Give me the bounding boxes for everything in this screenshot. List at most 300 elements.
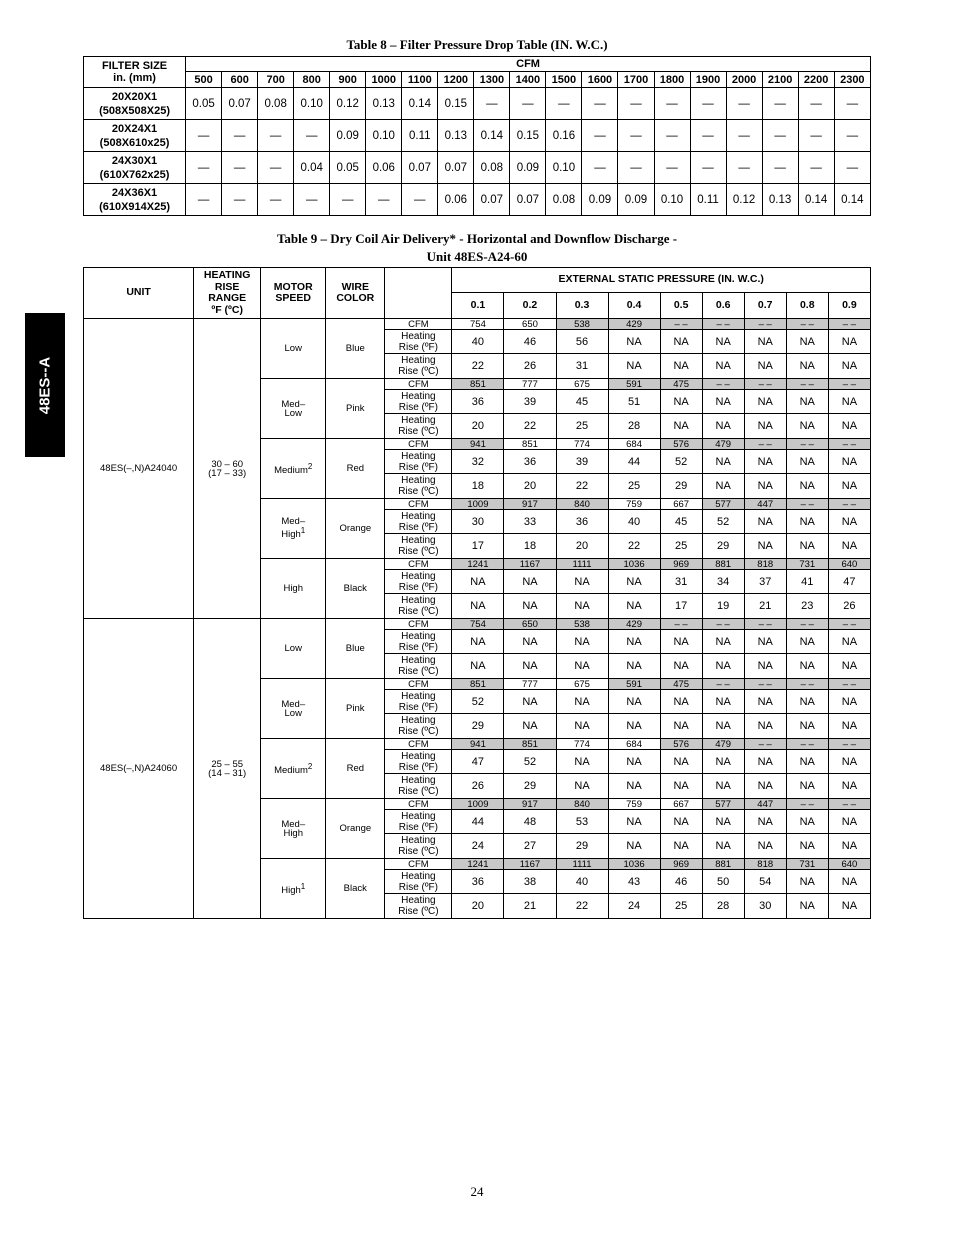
heating-rise-c-value: NA xyxy=(660,774,702,799)
esp-value-header: 0.3 xyxy=(556,293,608,319)
cfm-value: – – xyxy=(786,379,828,390)
cfm-label: CFM xyxy=(385,439,452,450)
pressure-drop-cell: 0.08 xyxy=(474,152,510,184)
motor-speed-text: High xyxy=(283,583,303,594)
heating-rise-c-value: 27 xyxy=(504,834,556,859)
heating-rise-f-value: NA xyxy=(744,810,786,834)
heating-rise-c-value: NA xyxy=(744,834,786,859)
cfm-value-header: 2100 xyxy=(762,72,798,88)
pressure-drop-cell: 0.13 xyxy=(366,88,402,120)
heating-rise-f-label-line: Rise (ºF) xyxy=(398,401,438,413)
heating-rise-c-value: NA xyxy=(702,414,744,439)
cfm-value-header: 1900 xyxy=(690,72,726,88)
cfm-value: 754 xyxy=(452,319,504,330)
motor-speed xyxy=(261,859,326,919)
pressure-drop-cell: 0.04 xyxy=(294,152,330,184)
motor-speed xyxy=(261,499,326,559)
heating-rise-f-value: 46 xyxy=(504,330,556,354)
pressure-drop-cell: — xyxy=(762,152,798,184)
heating-rise-f-value: NA xyxy=(786,870,828,894)
cfm-value: 1036 xyxy=(608,559,660,570)
side-section-tab xyxy=(25,313,65,457)
heating-rise-f-value: NA xyxy=(608,810,660,834)
cfm-value: – – xyxy=(702,619,744,630)
heating-rise-f-label xyxy=(385,570,452,594)
pressure-drop-cell: — xyxy=(798,120,834,152)
cfm-value: 1111 xyxy=(556,859,608,870)
cfm-value: 479 xyxy=(702,439,744,450)
heating-rise-f-label-line: Heating xyxy=(401,630,436,642)
heating-rise-c-value: NA xyxy=(452,594,504,619)
cfm-value: 851 xyxy=(504,439,556,450)
pressure-drop-cell: — xyxy=(258,120,294,152)
pressure-drop-cell: — xyxy=(798,88,834,120)
heating-rise-f-label xyxy=(385,450,452,474)
cfm-value: 731 xyxy=(786,859,828,870)
heating-rise-range xyxy=(194,619,261,919)
motor-speed-text: Medium xyxy=(274,765,308,777)
heating-rise-c-label xyxy=(385,534,452,559)
heating-rise-c-value: NA xyxy=(828,474,870,499)
heating-rise-f-label xyxy=(385,630,452,654)
pressure-drop-cell: — xyxy=(618,120,654,152)
heating-rise-c-label xyxy=(385,774,452,799)
pressure-drop-cell: 0.14 xyxy=(834,184,870,216)
heating-rise-f-value: 52 xyxy=(702,510,744,534)
motor-speed xyxy=(261,379,326,439)
esp-value-header: 0.4 xyxy=(608,293,660,319)
heating-rise-f-value: 40 xyxy=(452,330,504,354)
heating-rise-c-label-line: Heating xyxy=(401,595,436,606)
heating-rise-f-value: NA xyxy=(702,630,744,654)
heating-rise-f-value: 31 xyxy=(660,570,702,594)
cfm-value: 429 xyxy=(608,319,660,330)
cfm-value: – – xyxy=(744,679,786,690)
heating-rise-f-value: NA xyxy=(786,630,828,654)
heating-rise-f-value: 36 xyxy=(452,870,504,894)
heating-rise-f-value: NA xyxy=(828,810,870,834)
heating-rise-f-value: 33 xyxy=(504,510,556,534)
filter-pressure-drop-table xyxy=(83,56,871,216)
cfm-value: 1167 xyxy=(504,859,556,870)
heating-rise-f-value: NA xyxy=(608,570,660,594)
heating-rise-c-value: NA xyxy=(556,654,608,679)
heating-rise-f-value: NA xyxy=(660,330,702,354)
heating-rise-range-line: 25 – 55 xyxy=(211,758,244,770)
heating-rise-c-value: 18 xyxy=(452,474,504,499)
heating-rise-c-value: 30 xyxy=(744,894,786,919)
cfm-value-header: 1200 xyxy=(438,72,474,88)
heating-rise-f-value: 45 xyxy=(556,390,608,414)
pressure-drop-cell: 0.05 xyxy=(186,88,222,120)
pressure-drop-cell: — xyxy=(798,152,834,184)
cfm-value: – – xyxy=(828,439,870,450)
heating-rise-c-value: NA xyxy=(702,774,744,799)
heating-rise-range-line: (14 – 31) xyxy=(208,767,247,779)
pressure-drop-cell: 0.09 xyxy=(582,184,618,216)
filter-size-header xyxy=(84,57,186,88)
heating-rise-f-value: 51 xyxy=(608,390,660,414)
cfm-value: 1167 xyxy=(504,559,556,570)
heating-rise-c-label-line: Rise (ºC) xyxy=(398,546,439,557)
motor-speed xyxy=(261,319,326,379)
pressure-drop-cell: — xyxy=(510,88,546,120)
heating-rise-f-value: NA xyxy=(452,570,504,594)
heating-rise-f-value: NA xyxy=(702,690,744,714)
cfm-value: 667 xyxy=(660,499,702,510)
heating-rise-c-value: NA xyxy=(660,414,702,439)
cfm-value: 576 xyxy=(660,739,702,750)
footnote-marker: 1 xyxy=(300,881,306,891)
cfm-value: – – xyxy=(702,679,744,690)
cfm-value: 475 xyxy=(660,379,702,390)
heating-rise-c-value: 19 xyxy=(702,594,744,619)
pressure-drop-cell: 0.09 xyxy=(510,152,546,184)
heating-rise-range-header-line: HEATING xyxy=(203,269,251,281)
heating-rise-f-value: NA xyxy=(660,750,702,774)
pressure-drop-cell: 0.07 xyxy=(402,152,438,184)
heating-rise-range-header-line: ºF (ºC) xyxy=(211,303,243,316)
cfm-value-header: 2300 xyxy=(834,72,870,88)
filter-size-mm: (508X508X25) xyxy=(99,104,171,117)
pressure-drop-cell: 0.07 xyxy=(474,184,510,216)
pressure-drop-cell: — xyxy=(474,88,510,120)
cfm-value: 774 xyxy=(556,439,608,450)
heating-rise-c-value: 24 xyxy=(452,834,504,859)
heating-rise-f-value: NA xyxy=(504,630,556,654)
heating-rise-f-label-line: Heating xyxy=(401,450,436,462)
cfm-value: 777 xyxy=(504,679,556,690)
motor-speed-text: Med– xyxy=(281,398,306,410)
heating-rise-f-label-line: Rise (ºF) xyxy=(398,461,438,473)
heating-rise-f-value: NA xyxy=(744,450,786,474)
pressure-drop-cell: 0.12 xyxy=(330,88,366,120)
motor-speed xyxy=(261,559,326,619)
heating-rise-f-value: 56 xyxy=(556,330,608,354)
heating-rise-c-value: NA xyxy=(504,714,556,739)
cfm-value-header: 600 xyxy=(222,72,258,88)
heating-rise-c-value: NA xyxy=(744,474,786,499)
heating-rise-c-value: NA xyxy=(786,654,828,679)
cfm-value: 851 xyxy=(452,379,504,390)
heating-rise-f-value: 39 xyxy=(504,390,556,414)
heating-rise-c-value: 20 xyxy=(504,474,556,499)
unit-name: 48ES(–,N)A24060 xyxy=(84,619,194,919)
heating-rise-c-label xyxy=(385,834,452,859)
heating-rise-c-value: NA xyxy=(828,414,870,439)
heating-rise-f-label xyxy=(385,690,452,714)
heating-rise-c-value: NA xyxy=(660,834,702,859)
page-number: 24 xyxy=(470,1184,484,1199)
cfm-value: 591 xyxy=(608,679,660,690)
heating-rise-f-label-line: Rise (ºF) xyxy=(398,761,438,773)
cfm-value: – – xyxy=(828,319,870,330)
heating-rise-c-label-line: Heating xyxy=(401,535,436,546)
cfm-value: – – xyxy=(744,619,786,630)
heating-rise-f-value: NA xyxy=(828,690,870,714)
wire-color: Black xyxy=(326,559,385,619)
cfm-value: 1111 xyxy=(556,559,608,570)
heating-rise-f-value: NA xyxy=(786,810,828,834)
heating-rise-f-value: NA xyxy=(786,510,828,534)
heating-rise-f-label-line: Heating xyxy=(401,750,436,762)
heating-rise-c-value: NA xyxy=(744,714,786,739)
cfm-value: – – xyxy=(786,799,828,810)
cfm-value: 818 xyxy=(744,859,786,870)
heating-rise-f-label-line: Heating xyxy=(401,330,436,342)
heating-rise-f-value: 36 xyxy=(504,450,556,474)
pressure-drop-cell: — xyxy=(294,184,330,216)
pressure-drop-cell: — xyxy=(618,88,654,120)
esp-value-header: 0.8 xyxy=(786,293,828,319)
heating-rise-c-value: NA xyxy=(744,774,786,799)
filter-row xyxy=(84,152,871,184)
heating-rise-c-value: 29 xyxy=(556,834,608,859)
heating-rise-f-value: NA xyxy=(660,810,702,834)
heating-rise-range-line: (17 – 33) xyxy=(208,467,247,479)
pressure-drop-cell: 0.15 xyxy=(438,88,474,120)
heating-rise-c-value: NA xyxy=(504,594,556,619)
cfm-value: – – xyxy=(786,679,828,690)
heating-rise-c-value: 26 xyxy=(504,354,556,379)
heating-rise-c-value: NA xyxy=(786,474,828,499)
pressure-drop-cell: 0.05 xyxy=(330,152,366,184)
cfm-label: CFM xyxy=(385,379,452,390)
cfm-value: – – xyxy=(660,619,702,630)
pressure-drop-cell: — xyxy=(582,152,618,184)
wire-color: Blue xyxy=(326,619,385,679)
heating-rise-f-value: 36 xyxy=(452,390,504,414)
heating-rise-c-label-line: Rise (ºC) xyxy=(398,486,439,497)
filter-size-cell xyxy=(84,152,186,184)
heating-rise-f-label-line: Heating xyxy=(401,570,436,582)
heating-rise-c-value: NA xyxy=(504,654,556,679)
heating-rise-f-value: NA xyxy=(660,630,702,654)
heating-rise-f-value: 40 xyxy=(556,870,608,894)
heating-rise-c-value: NA xyxy=(828,654,870,679)
heating-rise-c-label-line: Rise (ºC) xyxy=(398,846,439,857)
motor-speed-header-line: MOTOR xyxy=(273,280,313,293)
cfm-value-header: 1500 xyxy=(546,72,582,88)
heating-rise-c-label-line: Heating xyxy=(401,355,436,366)
pressure-drop-cell: 0.08 xyxy=(258,88,294,120)
motor-speed xyxy=(261,439,326,499)
pressure-drop-cell: 0.14 xyxy=(402,88,438,120)
pressure-drop-cell: — xyxy=(186,152,222,184)
pressure-drop-cell: — xyxy=(222,152,258,184)
pressure-drop-cell: — xyxy=(258,184,294,216)
cfm-value: 479 xyxy=(702,739,744,750)
heating-rise-c-value: NA xyxy=(702,714,744,739)
dry-coil-air-delivery-table xyxy=(83,267,871,919)
pressure-drop-cell: 0.10 xyxy=(366,120,402,152)
heating-rise-c-label-line: Rise (ºC) xyxy=(398,786,439,797)
heating-rise-f-label-line: Rise (ºF) xyxy=(398,881,438,893)
heating-rise-f-value: NA xyxy=(556,630,608,654)
heating-rise-f-value: NA xyxy=(744,690,786,714)
cfm-value-header: 1000 xyxy=(366,72,402,88)
heating-rise-c-label-line: Heating xyxy=(401,895,436,906)
cfm-value: – – xyxy=(744,439,786,450)
pressure-drop-cell: 0.15 xyxy=(510,120,546,152)
cfm-value: 650 xyxy=(504,619,556,630)
pressure-drop-cell: 0.07 xyxy=(438,152,474,184)
heating-rise-f-value: 39 xyxy=(556,450,608,474)
pressure-drop-cell: — xyxy=(186,184,222,216)
heating-rise-f-value: NA xyxy=(556,750,608,774)
heating-rise-c-value: NA xyxy=(744,414,786,439)
filter-row xyxy=(84,88,871,120)
pressure-drop-cell: — xyxy=(690,152,726,184)
cfm-value: 640 xyxy=(828,559,870,570)
heating-rise-c-value: 18 xyxy=(504,534,556,559)
cfm-label: CFM xyxy=(385,799,452,810)
heating-rise-f-label-line: Heating xyxy=(401,870,436,882)
heating-rise-f-value: 47 xyxy=(452,750,504,774)
motor-speed-header xyxy=(261,268,326,319)
heating-rise-f-value: NA xyxy=(786,330,828,354)
heating-rise-c-value: 28 xyxy=(702,894,744,919)
heating-rise-f-label xyxy=(385,810,452,834)
pressure-drop-cell: — xyxy=(402,184,438,216)
heating-rise-f-value: NA xyxy=(786,750,828,774)
cfm-value: 759 xyxy=(608,499,660,510)
cfm-value: 851 xyxy=(504,739,556,750)
cfm-value-header: 1300 xyxy=(474,72,510,88)
wire-color-header-line: WIRE xyxy=(341,280,369,293)
heating-rise-f-value: NA xyxy=(744,630,786,654)
filter-size: 20X24X1 xyxy=(111,122,158,135)
heating-rise-c-value: NA xyxy=(702,654,744,679)
motor-speed-text: Medium xyxy=(274,465,308,477)
filter-size: 20X20X1 xyxy=(111,90,158,103)
heating-rise-f-label-line: Heating xyxy=(401,510,436,522)
cfm-value: 840 xyxy=(556,499,608,510)
cfm-label: CFM xyxy=(385,319,452,330)
heating-rise-c-label xyxy=(385,714,452,739)
heating-rise-c-value: NA xyxy=(828,714,870,739)
cfm-value: 684 xyxy=(608,439,660,450)
cfm-value: 447 xyxy=(744,499,786,510)
cfm-value: – – xyxy=(786,499,828,510)
heating-rise-c-value: NA xyxy=(556,714,608,739)
heating-rise-range-header-line: RISE xyxy=(214,280,240,293)
heating-rise-c-value: NA xyxy=(608,774,660,799)
cfm-value: 1009 xyxy=(452,499,504,510)
cfm-value: – – xyxy=(744,319,786,330)
heating-rise-f-value: NA xyxy=(786,390,828,414)
heating-rise-f-value: NA xyxy=(608,630,660,654)
filter-size-mm: (610X762x25) xyxy=(99,168,170,181)
heating-rise-c-label xyxy=(385,894,452,919)
cfm-label: CFM xyxy=(385,679,452,690)
heating-rise-c-value: NA xyxy=(608,354,660,379)
pressure-drop-cell: — xyxy=(582,88,618,120)
cfm-value-header: 1400 xyxy=(510,72,546,88)
esp-value-header: 0.9 xyxy=(828,293,870,319)
pressure-drop-cell: — xyxy=(330,184,366,216)
cfm-value: 538 xyxy=(556,619,608,630)
cfm-value: 675 xyxy=(556,379,608,390)
heating-rise-f-label xyxy=(385,750,452,774)
pressure-drop-cell: 0.07 xyxy=(222,88,258,120)
cfm-value: 447 xyxy=(744,799,786,810)
heating-rise-f-value: NA xyxy=(702,450,744,474)
wire-color-header-line: COLOR xyxy=(336,292,375,304)
heating-rise-f-label-line: Rise (ºF) xyxy=(398,581,438,593)
side-tab-label: 48ES--A xyxy=(36,356,54,414)
pressure-drop-cell: 0.09 xyxy=(330,120,366,152)
heating-rise-f-label-line: Rise (ºF) xyxy=(398,521,438,533)
heating-rise-c-value: 26 xyxy=(452,774,504,799)
pressure-drop-cell: 0.07 xyxy=(510,184,546,216)
footnote-marker: 2 xyxy=(307,761,313,771)
heating-rise-f-value: 47 xyxy=(828,570,870,594)
heating-rise-f-value: 48 xyxy=(504,810,556,834)
cfm-value: 731 xyxy=(786,559,828,570)
heating-rise-c-value: 25 xyxy=(556,414,608,439)
cfm-value-header: 900 xyxy=(330,72,366,88)
cfm-value: 851 xyxy=(452,679,504,690)
heating-rise-f-label-line: Rise (ºF) xyxy=(398,701,438,713)
motor-speed-text: High xyxy=(281,885,301,897)
cfm-value: 475 xyxy=(660,679,702,690)
cfm-value: 774 xyxy=(556,739,608,750)
wire-color: Red xyxy=(326,439,385,499)
heating-rise-range-line: 30 – 60 xyxy=(211,458,244,470)
pressure-drop-cell: — xyxy=(258,152,294,184)
pressure-drop-cell: 0.11 xyxy=(402,120,438,152)
cfm-value: – – xyxy=(702,319,744,330)
cfm-value: – – xyxy=(828,679,870,690)
motor-speed xyxy=(261,799,326,859)
pressure-drop-cell: — xyxy=(834,152,870,184)
pressure-drop-cell: 0.09 xyxy=(618,184,654,216)
heating-rise-c-value: 29 xyxy=(702,534,744,559)
pressure-drop-cell: 0.14 xyxy=(798,184,834,216)
cfm-value: 881 xyxy=(702,559,744,570)
heating-rise-f-value: 52 xyxy=(452,690,504,714)
heating-rise-f-label xyxy=(385,330,452,354)
heating-rise-c-value: 28 xyxy=(608,414,660,439)
cfm-value: 777 xyxy=(504,379,556,390)
heating-rise-f-value: NA xyxy=(744,390,786,414)
heating-rise-f-label-line: Heating xyxy=(401,690,436,702)
filter-size-cell xyxy=(84,184,186,216)
heating-rise-c-value: NA xyxy=(452,654,504,679)
heating-rise-c-label-line: Heating xyxy=(401,475,436,486)
heating-rise-c-label-line: Rise (ºC) xyxy=(398,726,439,737)
heating-rise-c-value: NA xyxy=(660,354,702,379)
heating-rise-c-value: NA xyxy=(744,354,786,379)
heating-rise-c-value: 29 xyxy=(452,714,504,739)
heating-rise-c-value: 22 xyxy=(504,414,556,439)
heating-rise-f-value: NA xyxy=(608,750,660,774)
filter-size-cell xyxy=(84,88,186,120)
cfm-label: CFM xyxy=(385,739,452,750)
pressure-drop-cell: — xyxy=(726,88,762,120)
heating-rise-f-label-line: Heating xyxy=(401,810,436,822)
pressure-drop-cell: — xyxy=(654,88,690,120)
heating-rise-c-value: 20 xyxy=(556,534,608,559)
cfm-value-header: 2000 xyxy=(726,72,762,88)
heating-rise-c-label xyxy=(385,654,452,679)
filter-size-mm: (508X610x25) xyxy=(99,136,170,149)
cfm-value: 1241 xyxy=(452,559,504,570)
heating-rise-f-value: NA xyxy=(504,570,556,594)
pressure-drop-cell: — xyxy=(834,120,870,152)
heating-rise-f-value: NA xyxy=(828,630,870,654)
